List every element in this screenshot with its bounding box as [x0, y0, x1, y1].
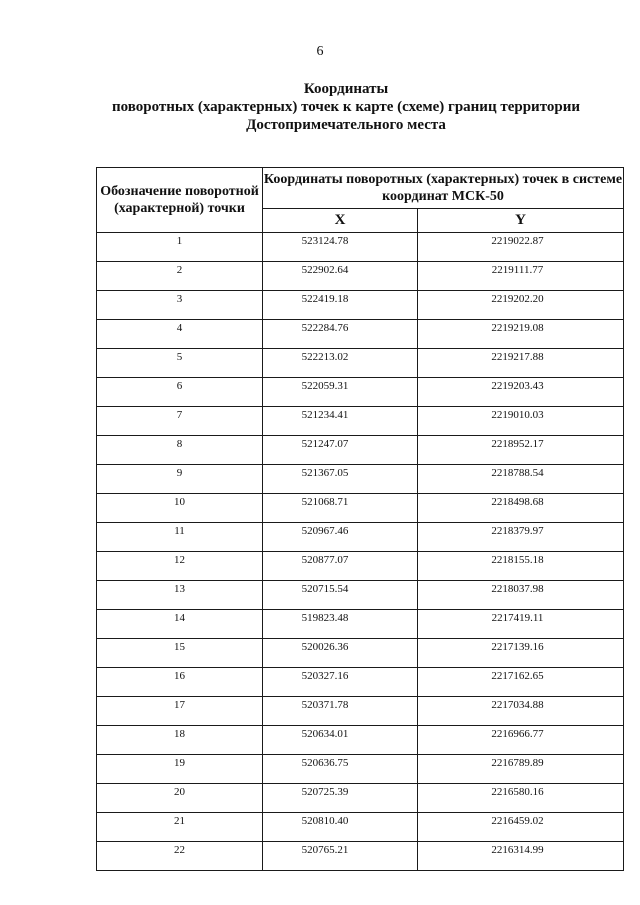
point-number: 6: [97, 378, 263, 407]
point-number: 2: [97, 262, 263, 291]
table-row: [97, 262, 624, 291]
point-number: 10: [97, 494, 263, 523]
y-coordinate: 2217419.11: [418, 610, 624, 639]
x-coordinate: 521234.41: [263, 407, 418, 436]
header-coordinates: Координаты поворотных (характерных) точек в системе координат МСК-50: [263, 168, 624, 209]
x-coordinate: 519823.48: [263, 610, 418, 639]
table-row: [97, 610, 624, 639]
table-row: [97, 755, 624, 784]
y-coordinate: 2219022.87: [418, 233, 624, 262]
point-number: 12: [97, 552, 263, 581]
title-line-1: Координаты: [303, 81, 389, 97]
table-row: [97, 726, 624, 755]
y-coordinate: 2219202.20: [418, 291, 624, 320]
x-coordinate: 521068.71: [263, 494, 418, 523]
point-number: 17: [97, 697, 263, 726]
x-coordinate: 520634.01: [263, 726, 418, 755]
title-line-2: поворотных (характерных) точек к карте (схеме) границ территории: [112, 99, 580, 115]
table-row: [97, 639, 624, 668]
y-coordinate: 2216789.89: [418, 755, 624, 784]
table-row: [97, 320, 624, 349]
y-coordinate: 2217034.88: [418, 697, 624, 726]
point-number: 1: [97, 233, 263, 262]
document-title: [0, 80, 640, 134]
table-row: [97, 842, 624, 871]
table-row: [97, 407, 624, 436]
x-coordinate: 521247.07: [263, 436, 418, 465]
y-coordinate: 2217162.65: [418, 668, 624, 697]
table-row: [97, 494, 624, 523]
table-row: [97, 378, 624, 407]
y-coordinate: 2218379.97: [418, 523, 624, 552]
x-coordinate: 521367.05: [263, 465, 418, 494]
point-number: 20: [97, 784, 263, 813]
y-coordinate: 2216966.77: [418, 726, 624, 755]
table-row: [97, 291, 624, 320]
x-coordinate: 520810.40: [263, 813, 418, 842]
table-row: [97, 697, 624, 726]
y-coordinate: 2216459.02: [418, 813, 624, 842]
y-coordinate: 2218155.18: [418, 552, 624, 581]
table-row: [97, 436, 624, 465]
x-coordinate: 523124.78: [263, 233, 418, 262]
coordinates-table: [96, 167, 624, 871]
point-number: 21: [97, 813, 263, 842]
x-coordinate: 520725.39: [263, 784, 418, 813]
y-coordinate: 2218952.17: [418, 436, 624, 465]
point-number: 16: [97, 668, 263, 697]
point-number: 9: [97, 465, 263, 494]
title-line-3: Достопримечательного места: [246, 117, 446, 133]
x-coordinate: 520765.21: [263, 842, 418, 871]
x-coordinate: 522419.18: [263, 291, 418, 320]
x-coordinate: 522059.31: [263, 378, 418, 407]
y-coordinate: 2219203.43: [418, 378, 624, 407]
header-x: X: [263, 209, 418, 233]
y-coordinate: 2217139.16: [418, 639, 624, 668]
x-coordinate: 522284.76: [263, 320, 418, 349]
table-row: [97, 581, 624, 610]
y-coordinate: 2219217.88: [418, 349, 624, 378]
y-coordinate: 2216314.99: [418, 842, 624, 871]
y-coordinate: 2218498.68: [418, 494, 624, 523]
y-coordinate: 2219111.77: [418, 262, 624, 291]
table-row: [97, 349, 624, 378]
point-number: 18: [97, 726, 263, 755]
page-number: 6: [316, 44, 324, 59]
point-number: 11: [97, 523, 263, 552]
table-row: [97, 668, 624, 697]
table-row: [97, 813, 624, 842]
header-point-designation: Обозначение поворотной (характерной) точки: [97, 168, 263, 233]
point-number: 5: [97, 349, 263, 378]
y-coordinate: 2216580.16: [418, 784, 624, 813]
x-coordinate: 520636.75: [263, 755, 418, 784]
point-number: 4: [97, 320, 263, 349]
point-number: 19: [97, 755, 263, 784]
point-number: 8: [97, 436, 263, 465]
header-y: Y: [418, 209, 624, 233]
table-row: [97, 784, 624, 813]
point-number: 3: [97, 291, 263, 320]
x-coordinate: 520371.78: [263, 697, 418, 726]
x-coordinate: 520327.16: [263, 668, 418, 697]
y-coordinate: 2218037.98: [418, 581, 624, 610]
x-coordinate: 520967.46: [263, 523, 418, 552]
table-body: [97, 233, 624, 871]
table-row: [97, 233, 624, 262]
y-coordinate: 2219219.08: [418, 320, 624, 349]
point-number: 7: [97, 407, 263, 436]
x-coordinate: 522902.64: [263, 262, 418, 291]
x-coordinate: 520026.36: [263, 639, 418, 668]
point-number: 14: [97, 610, 263, 639]
point-number: 15: [97, 639, 263, 668]
x-coordinate: 520877.07: [263, 552, 418, 581]
table-row: [97, 552, 624, 581]
x-coordinate: 522213.02: [263, 349, 418, 378]
point-number: 13: [97, 581, 263, 610]
y-coordinate: 2218788.54: [418, 465, 624, 494]
x-coordinate: 520715.54: [263, 581, 418, 610]
table-row: [97, 465, 624, 494]
y-coordinate: 2219010.03: [418, 407, 624, 436]
table-row: [97, 523, 624, 552]
point-number: 22: [97, 842, 263, 871]
